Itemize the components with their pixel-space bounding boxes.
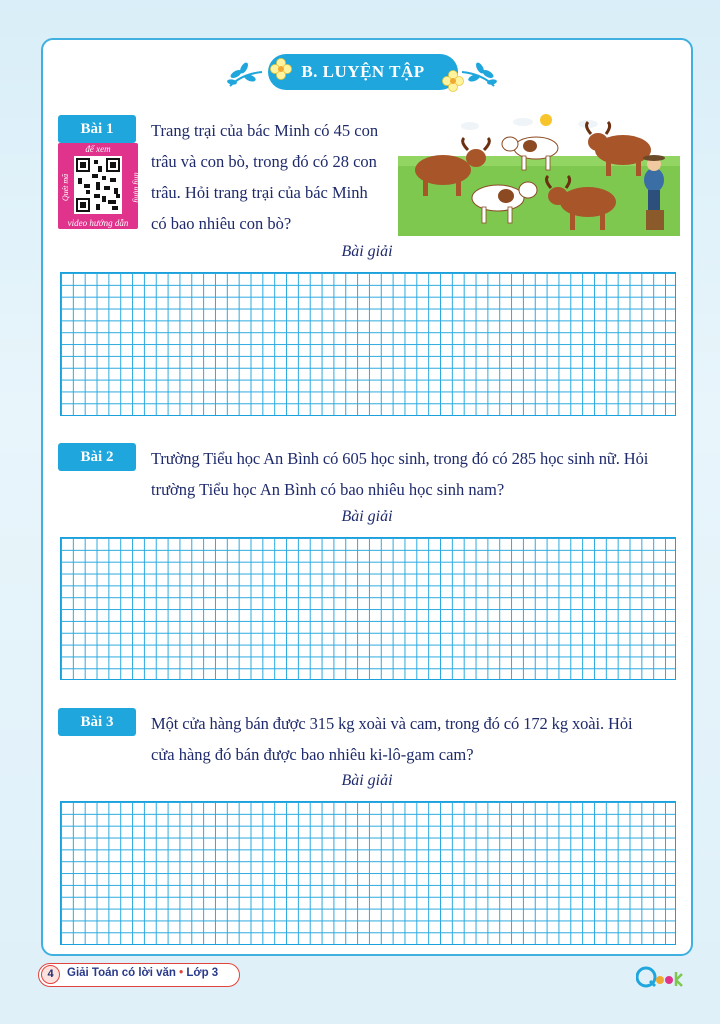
exercise-1-answer-grid[interactable] xyxy=(60,272,676,416)
exercise-3-line: Một cửa hàng bán được 315 kg xoài và cam, trong đó có 172 kg xoài. Hỏi xyxy=(151,714,633,733)
exercise-3-text xyxy=(151,708,681,770)
exercise-3-label: Bài 3 xyxy=(58,708,136,736)
exercise-1-line: có bao nhiêu con bò? xyxy=(151,214,292,233)
flower-icon xyxy=(270,58,292,80)
exercise-1-text xyxy=(151,115,378,239)
exercise-2-line: Trường Tiểu học An Bình có 605 học sinh, trong đó có 285 học sinh nữ. Hỏi xyxy=(151,449,649,468)
book-grade: Lớp 3 xyxy=(186,967,219,979)
exercise-2-text xyxy=(151,443,681,505)
exercise-1-solution-label: Bài giải xyxy=(341,243,393,260)
qbook-logo-icon xyxy=(636,962,686,992)
qr-caption-right: ứng dụng xyxy=(132,172,142,203)
page-footer xyxy=(38,963,240,987)
farm-illustration xyxy=(398,112,680,236)
exercise-2-answer-grid[interactable] xyxy=(60,537,676,680)
section-header xyxy=(222,52,502,98)
exercise-2-line: trường Tiểu học An Bình có bao nhiêu học sinh nam? xyxy=(151,480,505,499)
section-title: B. LUYỆN TẬP xyxy=(268,54,458,90)
exercise-3-solution-label: Bài giải xyxy=(341,772,393,789)
exercise-2-solution-label: Bài giải xyxy=(341,508,393,525)
exercise-1-line: trâu. Hỏi trang trại của bác Minh xyxy=(151,183,368,202)
qr-caption-left: Quét mã xyxy=(61,173,71,202)
exercise-2-label: Bài 2 xyxy=(58,443,136,471)
qr-caption-top: để xem xyxy=(85,144,111,154)
exercise-3-answer-grid[interactable] xyxy=(60,801,676,945)
qr-caption-bottom: video hướng dẫn xyxy=(67,218,129,228)
footer-book-title xyxy=(67,967,218,979)
exercise-1-line: trâu và con bò, trong đó có 28 con xyxy=(151,152,377,171)
exercise-1-line: Trang trại của bác Minh có 45 con xyxy=(151,121,379,140)
flower-icon xyxy=(442,70,464,92)
qr-video-guide[interactable] xyxy=(58,143,142,229)
exercise-3-line: cửa hàng đó bán được bao nhiêu ki-lô-gam cam? xyxy=(151,745,474,764)
book-title: Giải Toán có lời văn xyxy=(67,967,176,979)
page-number: 4 xyxy=(41,965,60,984)
bullet-icon: • xyxy=(179,967,184,979)
sun-icon xyxy=(540,114,552,126)
exercise-1-label: Bài 1 xyxy=(58,115,136,143)
qr-code-icon[interactable] xyxy=(74,156,122,214)
